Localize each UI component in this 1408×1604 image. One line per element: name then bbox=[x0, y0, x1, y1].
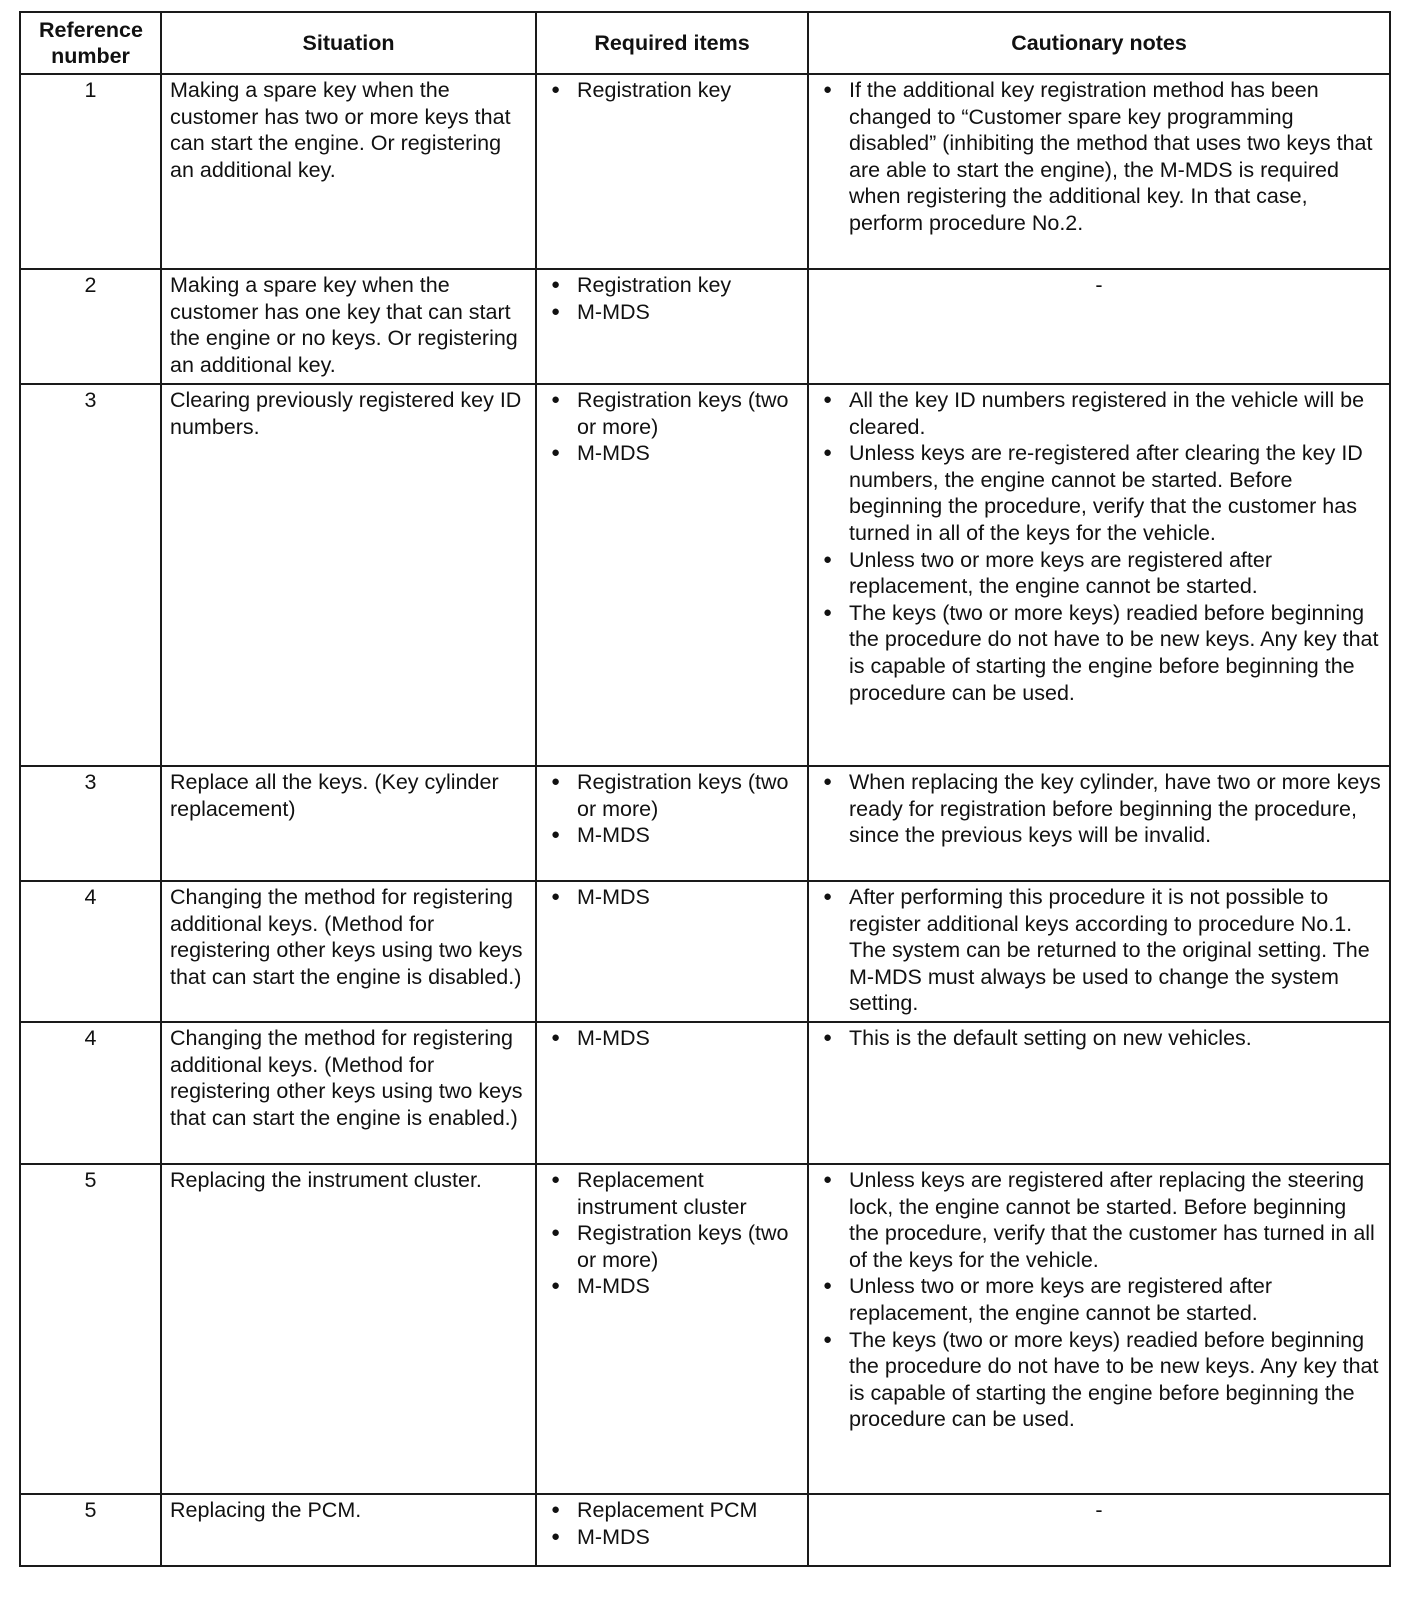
required-item-text: Registration keys (two or more) bbox=[577, 1221, 789, 1272]
cautionary-note-text: The keys (two or more keys) readied before beginning the procedure do not have to be new keys. Any key that is capable of starting the engine before beginning the procedure can be used. bbox=[849, 600, 1379, 705]
cautionary-note bbox=[817, 1273, 1381, 1326]
bullet-icon: ● bbox=[823, 391, 833, 408]
cautionary-note bbox=[817, 387, 1381, 440]
cautionary-notes-cell bbox=[808, 881, 1390, 1022]
required-items-cell bbox=[536, 1164, 808, 1494]
cautionary-note bbox=[817, 600, 1381, 706]
table-body bbox=[20, 74, 1390, 1566]
reference-number-cell: 3 bbox=[20, 384, 161, 766]
required-item bbox=[545, 387, 799, 440]
required-item-text: Registration key bbox=[577, 78, 732, 102]
bullet-icon: ● bbox=[823, 444, 833, 462]
bullet-icon: ● bbox=[823, 81, 833, 98]
table-row bbox=[20, 881, 1390, 1022]
cautionary-note-text: Unless keys are re-registered after clearing the key ID numbers, the engine cannot be started. Before beginning the procedure, verify that the customer has turned in all of the keys for the vehicle. bbox=[849, 441, 1363, 545]
required-item-text: M-MDS bbox=[577, 885, 650, 909]
bullet-icon: ● bbox=[551, 1501, 561, 1518]
situation-cell: Replacing the instrument cluster. bbox=[161, 1164, 536, 1494]
situation-cell: Changing the method for registering additional keys. (Method for registering other keys using two keys that can start the engine is enabled.) bbox=[161, 1022, 536, 1164]
required-items-cell bbox=[536, 1022, 808, 1164]
cautionary-notes-cell bbox=[808, 74, 1390, 269]
required-item bbox=[545, 440, 799, 467]
required-item bbox=[545, 769, 799, 822]
situation-cell: Making a spare key when the customer has two or more keys that can start the engine. Or registering an additional key. bbox=[161, 74, 536, 269]
header-cautionary-notes: Cautionary notes bbox=[808, 12, 1390, 74]
header-situation: Situation bbox=[161, 12, 536, 74]
situation-cell: Changing the method for registering additional keys. (Method for registering other keys using two keys that can start the engine is disabled.) bbox=[161, 881, 536, 1022]
table-row bbox=[20, 384, 1390, 766]
required-items-cell bbox=[536, 1494, 808, 1566]
cautionary-notes-cell bbox=[808, 1164, 1390, 1494]
bullet-icon: ● bbox=[551, 444, 561, 462]
required-item bbox=[545, 1497, 799, 1524]
table-row bbox=[20, 269, 1390, 384]
reference-number-cell: 2 bbox=[20, 269, 161, 384]
bullet-icon: ● bbox=[551, 302, 561, 320]
table-row bbox=[20, 1022, 1390, 1164]
cautionary-note-list bbox=[817, 769, 1381, 849]
reference-number-cell: 3 bbox=[20, 766, 161, 881]
required-item-text: Registration keys (two or more) bbox=[577, 388, 789, 439]
required-item-list bbox=[545, 77, 799, 104]
situation-cell: Making a spare key when the customer has one key that can start the engine or no keys. Or registering an additional key. bbox=[161, 269, 536, 384]
required-item-text: Replacement PCM bbox=[577, 1498, 758, 1522]
cautionary-notes-cell bbox=[808, 1022, 1390, 1164]
required-item-text: M-MDS bbox=[577, 1026, 650, 1050]
required-items-cell bbox=[536, 766, 808, 881]
cautionary-note bbox=[817, 547, 1381, 600]
required-item-list bbox=[545, 1497, 799, 1550]
required-item bbox=[545, 272, 799, 299]
required-item bbox=[545, 77, 799, 104]
situation-cell: Replace all the keys. (Key cylinder replacement) bbox=[161, 766, 536, 881]
key-registration-table bbox=[19, 11, 1391, 1567]
table-header-row bbox=[20, 12, 1390, 74]
required-item bbox=[545, 1025, 799, 1052]
bullet-icon: ● bbox=[551, 773, 561, 790]
bullet-icon: ● bbox=[551, 826, 561, 844]
cautionary-note bbox=[817, 1025, 1381, 1052]
bullet-icon: ● bbox=[551, 1527, 561, 1545]
cautionary-note-list bbox=[817, 1167, 1381, 1433]
required-item bbox=[545, 1524, 799, 1551]
cautionary-note-text: Unless keys are registered after replacing the steering lock, the engine cannot be started. Before beginning the procedure, verify that the customer has turned in all of the keys for the vehicle. bbox=[849, 1168, 1375, 1272]
cautionary-note-text: When replacing the key cylinder, have two or more keys ready for registration before beginning the procedure, since the previous keys will be invalid. bbox=[849, 770, 1381, 848]
cautionary-note-list bbox=[817, 1025, 1381, 1052]
required-item bbox=[545, 1220, 799, 1273]
header-required-items: Required items bbox=[536, 12, 808, 74]
required-item-list bbox=[545, 884, 799, 911]
cautionary-note-list bbox=[817, 77, 1381, 237]
situation-cell: Clearing previously registered key ID numbers. bbox=[161, 384, 536, 766]
required-item bbox=[545, 1167, 799, 1220]
required-item bbox=[545, 884, 799, 911]
cautionary-note bbox=[817, 440, 1381, 546]
required-item-list bbox=[545, 387, 799, 467]
required-item-text: M-MDS bbox=[577, 1524, 650, 1549]
cautionary-note-text: Unless two or more keys are registered after replacement, the engine cannot be started. bbox=[849, 1274, 1272, 1325]
cautionary-note-list bbox=[817, 884, 1381, 1017]
bullet-icon: ● bbox=[823, 773, 833, 790]
bullet-icon: ● bbox=[823, 550, 833, 568]
cautionary-notes-cell bbox=[808, 766, 1390, 881]
required-item-text: Registration keys (two or more) bbox=[577, 770, 789, 821]
required-item bbox=[545, 299, 799, 326]
cautionary-note-text: If the additional key registration method has been changed to “Customer spare key programming disabled” (inhibiting the method that uses two keys that are able to start the engine), the M-MDS is required when registering the additional key. In that case, perform procedure No.2. bbox=[849, 78, 1373, 235]
cautionary-note bbox=[817, 769, 1381, 849]
required-item-text: M-MDS bbox=[577, 299, 650, 324]
bullet-icon: ● bbox=[551, 391, 561, 408]
bullet-icon: ● bbox=[551, 276, 561, 293]
table-row bbox=[20, 766, 1390, 881]
header-reference-number: Reference number bbox=[20, 12, 161, 74]
bullet-icon: ● bbox=[823, 1171, 833, 1188]
bullet-icon: ● bbox=[551, 1224, 561, 1242]
bullet-icon: ● bbox=[551, 1029, 561, 1046]
situation-cell: Replacing the PCM. bbox=[161, 1494, 536, 1566]
reference-number-cell: 4 bbox=[20, 1022, 161, 1164]
cautionary-note-list bbox=[817, 387, 1381, 706]
bullet-icon: ● bbox=[823, 1029, 833, 1046]
reference-number-cell: 4 bbox=[20, 881, 161, 1022]
required-item-text: M-MDS bbox=[577, 441, 650, 466]
cautionary-note bbox=[817, 1167, 1381, 1273]
required-items-cell bbox=[536, 269, 808, 384]
table-row bbox=[20, 1494, 1390, 1566]
required-item-text: M-MDS bbox=[577, 1274, 650, 1299]
bullet-icon: ● bbox=[551, 1171, 561, 1188]
bullet-icon: ● bbox=[823, 888, 833, 905]
table-row bbox=[20, 1164, 1390, 1494]
reference-number-cell: 1 bbox=[20, 74, 161, 269]
required-items-cell bbox=[536, 384, 808, 766]
required-item-list bbox=[545, 1167, 799, 1300]
required-item-text: M-MDS bbox=[577, 823, 650, 848]
reference-number-cell: 5 bbox=[20, 1494, 161, 1566]
cautionary-note-text: The keys (two or more keys) readied before beginning the procedure do not have to be new keys. Any key that is capable of starting the engine before beginning the procedure can be used. bbox=[849, 1327, 1379, 1432]
cautionary-note-text: All the key ID numbers registered in the vehicle will be cleared. bbox=[849, 388, 1365, 439]
cautionary-notes-cell bbox=[808, 384, 1390, 766]
required-item-text: Registration key bbox=[577, 273, 732, 297]
bullet-icon: ● bbox=[823, 1330, 833, 1348]
required-item-list bbox=[545, 272, 799, 325]
required-item-text: Replacement instrument cluster bbox=[577, 1168, 747, 1219]
bullet-icon: ● bbox=[551, 81, 561, 98]
required-items-cell bbox=[536, 74, 808, 269]
bullet-icon: ● bbox=[551, 888, 561, 905]
required-item bbox=[545, 1273, 799, 1300]
required-item-list bbox=[545, 769, 799, 849]
cautionary-note-text: After performing this procedure it is not possible to register additional keys according to procedure No.1. The system can be returned to the original setting. The M-MDS must always be used to change the system setting. bbox=[849, 885, 1370, 1016]
required-items-cell bbox=[536, 881, 808, 1022]
cautionary-note-text: This is the default setting on new vehicles. bbox=[849, 1026, 1252, 1050]
bullet-icon: ● bbox=[823, 603, 833, 621]
required-item-list bbox=[545, 1025, 799, 1052]
cautionary-note bbox=[817, 1327, 1381, 1433]
cautionary-note bbox=[817, 77, 1381, 237]
required-item bbox=[545, 822, 799, 849]
bullet-icon: ● bbox=[823, 1277, 833, 1295]
cautionary-notes-cell: - bbox=[808, 269, 1390, 384]
cautionary-notes-cell: - bbox=[808, 1494, 1390, 1566]
bullet-icon: ● bbox=[551, 1277, 561, 1295]
cautionary-note-text: Unless two or more keys are registered after replacement, the engine cannot be started. bbox=[849, 547, 1272, 599]
reference-number-cell: 5 bbox=[20, 1164, 161, 1494]
table-row bbox=[20, 74, 1390, 269]
cautionary-note bbox=[817, 884, 1381, 1017]
